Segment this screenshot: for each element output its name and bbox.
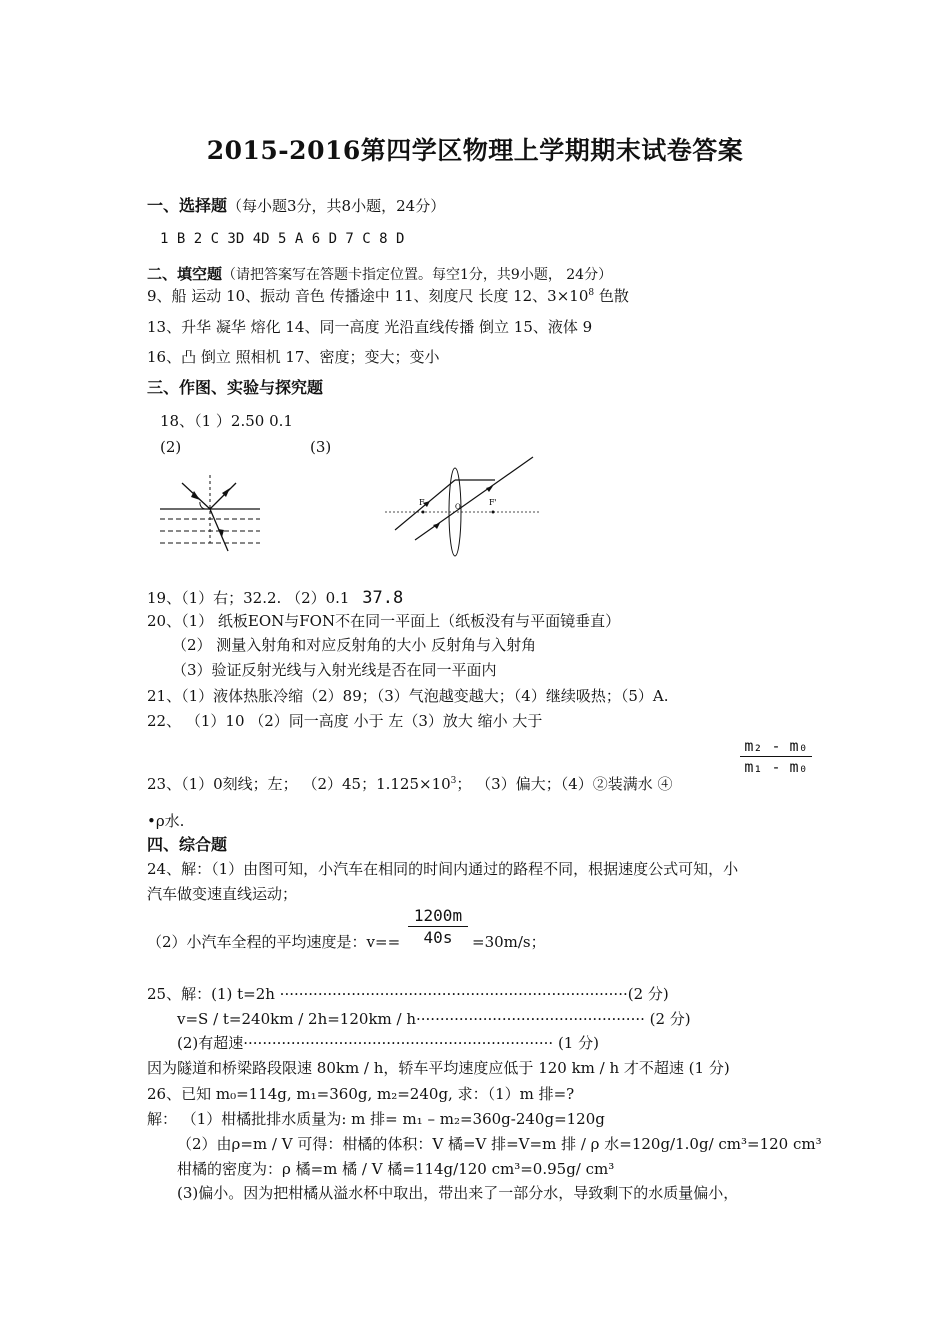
- q20-part2: （2） 测量入射角和对应反射角的大小 反射角与入射角: [172, 636, 537, 654]
- q23-continuation: •ρ水.: [147, 812, 185, 830]
- q18-answer: 18、（1 ）2.50 0.1: [160, 412, 293, 430]
- q19-handwritten: 37.8: [362, 588, 404, 608]
- q26-line-5: (3)偏小。因为把柑橘从溢水杯中取出，带出来了一部分水，导致剩下的水质量偏小，: [177, 1184, 739, 1202]
- q22-answer: 22、 （1）10 （2）同一高度 小于 左（3）放大 缩小 大于: [147, 712, 543, 730]
- fill-line-1: [147, 287, 629, 305]
- q19-answer: [147, 588, 403, 608]
- q26-line-1: 26、已知 m₀=114g, m₁=360g, m₂=240g, 求：（1）m 排=?: [147, 1085, 575, 1103]
- q24-line-1: 24、解：（1）由图可知，小汽车在相同的时间内通过的路程不同，根据速度公式可知，小: [147, 860, 739, 878]
- q23-text: 23、（1）0刻线；左； （2）45；1.125×10: [147, 775, 451, 793]
- section-2-heading: [147, 265, 612, 284]
- q18-part3-label: (3): [310, 438, 332, 456]
- q24-numerator: 1200m: [413, 906, 463, 925]
- q24-line-2: 汽车做变速直线运动；: [147, 885, 298, 903]
- choice-answers: 1 B 2 C 3D 4D 5 A 6 D 7 C 8 D: [160, 231, 405, 247]
- refraction-diagram: [160, 475, 265, 555]
- page-title: 2015-2016第四学区物理上学期期末试卷答案: [206, 136, 744, 165]
- q26-line-2: 解： （1）柑橘批排水质量为: m 排= m₁ – m₂=360g-240g=120g: [147, 1110, 605, 1128]
- section-4-heading: 四、综合题: [147, 835, 228, 854]
- q24-line-3: [147, 933, 400, 951]
- fill-line-1-text: 9、船 运动 10、振动 音色 传播途中 11、刻度尺 长度 12、3×10: [147, 287, 589, 305]
- q19-text: 19、（1）右；32.2. （2）0.1: [147, 589, 350, 607]
- fill-line-1-tail: 色散: [594, 287, 629, 305]
- lens-center: O: [455, 503, 461, 511]
- q23-denominator: m₁ - m₀: [744, 758, 808, 776]
- q25-line-3: (2)有超速································································· (1 分): [177, 1034, 599, 1052]
- q24-speed-text: （2）小汽车全程的平均速度是：v==: [147, 933, 401, 951]
- fill-line-1-sup: 8: [588, 288, 595, 298]
- q24-fraction-bar: [408, 926, 468, 927]
- q25-line-2: v=S / t=240km / 2h=120km / h················································ (2 分): [177, 1010, 691, 1028]
- section-1-note: （每小题3分，共8小题，24分）: [227, 197, 446, 215]
- lens-focus-left: F: [419, 498, 425, 507]
- fill-line-2: 13、升华 凝华 熔化 14、同一高度 光沿直线传播 倒立 15、液体 9: [147, 318, 593, 336]
- q23-numerator: m₂ - m₀: [744, 737, 808, 755]
- lens-ray-diagram: [385, 455, 545, 555]
- section-1-heading: [147, 196, 445, 215]
- q23-fraction: [740, 737, 812, 776]
- lens-focus-right: F': [489, 498, 497, 507]
- q24-fraction: [408, 906, 468, 947]
- q18-part2-label: (2): [160, 438, 182, 456]
- q23-tail: ； （3）偏大；（4）②装满水 ④: [456, 775, 673, 793]
- q24-denominator: 40s: [423, 928, 453, 947]
- section-1-title: 一、选择题: [147, 196, 228, 215]
- fill-line-3: 16、凸 倒立 照相机 17、密度；变大；变小: [147, 348, 440, 366]
- q21-answer: 21、（1）液体热胀冷缩（2）89；（3）气泡越变越大；（4）继续吸热；（5）A.: [147, 687, 669, 705]
- section-3-heading: 三、作图、实验与探究题: [147, 378, 324, 397]
- section-2-title: 二、填空题: [147, 265, 223, 283]
- q24-result: =30m/s；: [472, 933, 546, 951]
- q23-answer: [147, 775, 673, 793]
- q20-part3: （3）验证反射光线与入射光线是否在同一平面内: [172, 661, 497, 679]
- q25-line-4: 因为隧道和桥梁路段限速 80km / h，轿车平均速度应低于 120 km / h 才不超速 (1 分): [147, 1059, 730, 1077]
- q26-line-4: 柑橘的密度为：ρ 橘=m 橘 / V 橘=114g/120 cm³=0.95g/ cm³: [177, 1160, 615, 1178]
- section-2-note: （请把答案写在答题卡指定位置。每空1分，共9小题， 24分）: [222, 267, 613, 283]
- q25-line-1: 25、解：(1) t=2h ·········································································(2 分): [147, 985, 669, 1003]
- q23-fraction-bar: [740, 756, 812, 757]
- q23-sup: 3: [450, 776, 457, 786]
- q20-part1: 20、（1） 纸板EON与FON不在同一平面上（纸板没有与平面镜垂直）: [147, 612, 621, 630]
- q26-line-3: （2）由ρ=m / V 可得：柑橘的体积：V 橘=V 排=V=m 排 / ρ 水=120g/1.0g/ cm³=120 cm³: [177, 1135, 822, 1153]
